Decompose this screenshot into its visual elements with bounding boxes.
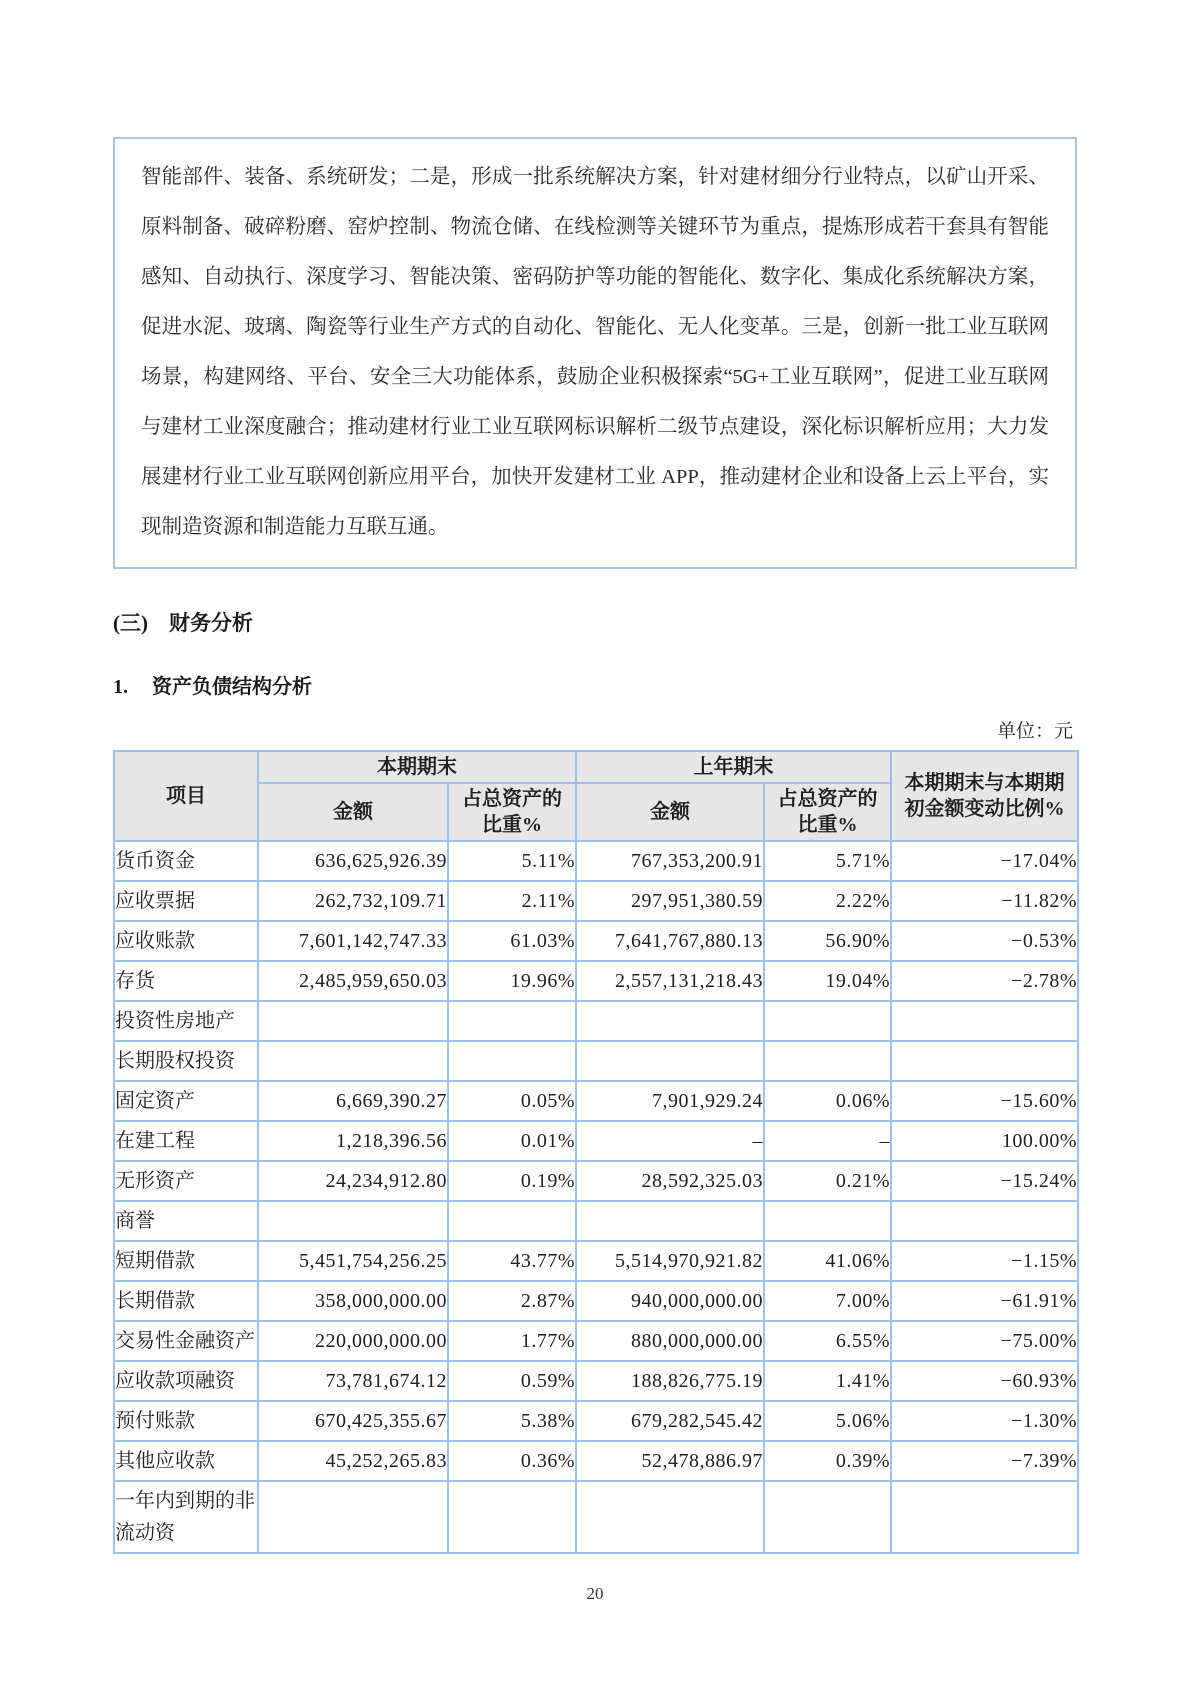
table-row: [114, 1161, 1078, 1201]
row-amount-prior-cell: 188,826,775.19: [576, 1361, 764, 1401]
table-row: [114, 1441, 1078, 1481]
row-label-cell: 长期股权投资: [114, 1041, 258, 1081]
row-pct-current-cell: [448, 1481, 576, 1553]
row-pct-prior-cell: 5.06%: [764, 1401, 891, 1441]
row-amount-current-cell: 7,601,142,747.33: [258, 921, 448, 961]
row-pct-prior-cell: 1.41%: [764, 1361, 891, 1401]
table-body: [114, 841, 1078, 1553]
row-amount-current-cell: [258, 1041, 448, 1081]
row-pct-current-cell: 0.01%: [448, 1121, 576, 1161]
row-change-cell: −0.53%: [891, 921, 1078, 961]
row-pct-current-cell: 0.59%: [448, 1361, 576, 1401]
row-amount-current-cell: 358,000,000.00: [258, 1281, 448, 1321]
row-change-cell: −1.15%: [891, 1241, 1078, 1281]
row-pct-prior-cell: 6.55%: [764, 1321, 891, 1361]
table-row: [114, 1001, 1078, 1041]
row-change-cell: 100.00%: [891, 1121, 1078, 1161]
row-amount-prior-cell: 28,592,325.03: [576, 1161, 764, 1201]
row-amount-prior-cell: [576, 1481, 764, 1553]
row-pct-current-cell: 0.36%: [448, 1441, 576, 1481]
row-label-cell: 长期借款: [114, 1281, 258, 1321]
row-pct-current-cell: 0.05%: [448, 1081, 576, 1121]
row-amount-prior-cell: [576, 1041, 764, 1081]
subsection-heading: [113, 670, 1077, 699]
table-row: [114, 841, 1078, 881]
row-label-cell: 应收账款: [114, 921, 258, 961]
row-label-cell: 其他应收款: [114, 1441, 258, 1481]
row-amount-prior-cell: 7,901,929.24: [576, 1081, 764, 1121]
row-amount-current-cell: 24,234,912.80: [258, 1161, 448, 1201]
subsection-title: 资产负债结构分析: [152, 676, 312, 698]
row-amount-prior-cell: 2,557,131,218.43: [576, 961, 764, 1001]
row-pct-current-cell: 5.38%: [448, 1401, 576, 1441]
row-pct-prior-cell: –: [764, 1121, 891, 1161]
row-change-cell: [891, 1201, 1078, 1241]
row-amount-prior-cell: –: [576, 1121, 764, 1161]
table-row: [114, 1361, 1078, 1401]
row-label-cell: 一年内到期的非流动资: [114, 1481, 258, 1553]
row-amount-current-cell: 6,669,390.27: [258, 1081, 448, 1121]
row-change-cell: −1.30%: [891, 1401, 1078, 1441]
row-label-cell: 应收票据: [114, 881, 258, 921]
row-amount-current-cell: 45,252,265.83: [258, 1441, 448, 1481]
table-row: [114, 1081, 1078, 1121]
row-change-cell: −60.93%: [891, 1361, 1078, 1401]
row-pct-current-cell: 1.77%: [448, 1321, 576, 1361]
row-change-cell: [891, 1041, 1078, 1081]
header-amount-current: 金额: [258, 783, 448, 841]
row-change-cell: −2.78%: [891, 961, 1078, 1001]
row-pct-prior-cell: [764, 1481, 891, 1553]
row-label-cell: 交易性金融资产: [114, 1321, 258, 1361]
row-amount-prior-cell: 940,000,000.00: [576, 1281, 764, 1321]
row-change-cell: −75.00%: [891, 1321, 1078, 1361]
row-label-cell: 短期借款: [114, 1241, 258, 1281]
table-row: [114, 1201, 1078, 1241]
table-row: [114, 881, 1078, 921]
row-change-cell: −11.82%: [891, 881, 1078, 921]
intro-text-box: [113, 137, 1077, 569]
row-amount-current-cell: 2,485,959,650.03: [258, 961, 448, 1001]
header-pct-current: 占总资产的比重%: [448, 783, 576, 841]
row-amount-current-cell: 73,781,674.12: [258, 1361, 448, 1401]
section-heading: [113, 607, 1077, 637]
row-amount-current-cell: [258, 1001, 448, 1041]
row-pct-prior-cell: 0.39%: [764, 1441, 891, 1481]
row-pct-prior-cell: [764, 1041, 891, 1081]
row-amount-current-cell: 670,425,355.67: [258, 1401, 448, 1441]
table-row: [114, 1321, 1078, 1361]
row-label-cell: 在建工程: [114, 1121, 258, 1161]
row-amount-prior-cell: 679,282,545.42: [576, 1401, 764, 1441]
row-label-cell: 固定资产: [114, 1081, 258, 1121]
header-change: 本期期末与本期期初金额变动比例%: [891, 751, 1078, 841]
row-label-cell: 无形资产: [114, 1161, 258, 1201]
row-change-cell: −61.91%: [891, 1281, 1078, 1321]
header-amount-prior: 金额: [576, 783, 764, 841]
row-pct-current-cell: 5.11%: [448, 841, 576, 881]
section-number: (三): [113, 611, 148, 635]
page-content: [113, 137, 1077, 1604]
row-pct-current-cell: 43.77%: [448, 1241, 576, 1281]
row-change-cell: [891, 1481, 1078, 1553]
table-row: [114, 1281, 1078, 1321]
row-pct-prior-cell: [764, 1201, 891, 1241]
table-row: [114, 1401, 1078, 1441]
row-amount-current-cell: 1,218,396.56: [258, 1121, 448, 1161]
row-pct-current-cell: 61.03%: [448, 921, 576, 961]
subsection-number: 1.: [113, 676, 128, 698]
row-label-cell: 货币资金: [114, 841, 258, 881]
unit-label: 单位：元: [996, 721, 1073, 742]
table-row: [114, 1041, 1078, 1081]
intro-paragraph: 智能部件、装备、系统研发；二是，形成一批系统解决方案，针对建材细分行业特点，以矿山开采、原料制备、破碎粉磨、窑炉控制、物流仓储、在线检测等关键环节为重点，提炼形成若干套具有智能感知、自动执行、深度学习、智能决策、密码防护等功能的智能化、数字化、集成化系统解决方案，促进水泥、玻璃、陶瓷等行业生产方式的自动化、智能化、无人化变革。三是，创新一批工业互联网场景，构建网络、平台、安全三大功能体系，鼓励企业积极探索“5G+工业互联网”，促进工业互联网与建材工业深度融合；推动建材行业工业互联网标识解析二级节点建设，深化标识解析应用；大力发展建材行业工业互联网创新应用平台，加快开发建材工业 APP，推动建材企业和设备上云上平台，实现制造资源和制造能力互联互通。: [141, 166, 1049, 538]
table-row: [114, 921, 1078, 961]
row-pct-prior-cell: 56.90%: [764, 921, 891, 961]
row-amount-prior-cell: 7,641,767,880.13: [576, 921, 764, 961]
table-row: [114, 1121, 1078, 1161]
row-pct-current-cell: 2.11%: [448, 881, 576, 921]
table-header: [114, 751, 1078, 841]
row-pct-current-cell: 19.96%: [448, 961, 576, 1001]
row-amount-prior-cell: 880,000,000.00: [576, 1321, 764, 1361]
row-change-cell: −15.60%: [891, 1081, 1078, 1121]
row-amount-prior-cell: 767,353,200.91: [576, 841, 764, 881]
table-row: [114, 1241, 1078, 1281]
row-amount-current-cell: 636,625,926.39: [258, 841, 448, 881]
row-label-cell: 应收款项融资: [114, 1361, 258, 1401]
row-pct-prior-cell: 0.21%: [764, 1161, 891, 1201]
row-label-cell: 商誉: [114, 1201, 258, 1241]
row-label-cell: 存货: [114, 961, 258, 1001]
page-number: 20: [586, 1584, 604, 1603]
table-row: [114, 961, 1078, 1001]
row-pct-current-cell: [448, 1001, 576, 1041]
row-pct-prior-cell: 7.00%: [764, 1281, 891, 1321]
row-amount-current-cell: 262,732,109.71: [258, 881, 448, 921]
row-amount-prior-cell: 5,514,970,921.82: [576, 1241, 764, 1281]
row-label-cell: 投资性房地产: [114, 1001, 258, 1041]
row-amount-current-cell: 220,000,000.00: [258, 1321, 448, 1361]
row-pct-current-cell: [448, 1201, 576, 1241]
row-amount-current-cell: 5,451,754,256.25: [258, 1241, 448, 1281]
header-item: 项目: [114, 751, 258, 841]
row-change-cell: [891, 1001, 1078, 1041]
row-pct-current-cell: [448, 1041, 576, 1081]
balance-sheet-table: [113, 750, 1079, 1554]
row-amount-prior-cell: [576, 1001, 764, 1041]
row-change-cell: −17.04%: [891, 841, 1078, 881]
header-pct-prior: 占总资产的比重%: [764, 783, 891, 841]
section-title: 财务分析: [169, 611, 253, 635]
header-current-period: 本期期末: [258, 751, 576, 783]
row-pct-prior-cell: 5.71%: [764, 841, 891, 881]
row-amount-current-cell: [258, 1481, 448, 1553]
row-change-cell: −15.24%: [891, 1161, 1078, 1201]
row-amount-prior-cell: 297,951,380.59: [576, 881, 764, 921]
row-amount-prior-cell: [576, 1201, 764, 1241]
header-prior-period: 上年期末: [576, 751, 891, 783]
row-pct-prior-cell: 19.04%: [764, 961, 891, 1001]
row-change-cell: −7.39%: [891, 1441, 1078, 1481]
row-amount-current-cell: [258, 1201, 448, 1241]
row-pct-prior-cell: 41.06%: [764, 1241, 891, 1281]
table-row: [114, 1481, 1078, 1553]
row-label-cell: 预付账款: [114, 1401, 258, 1441]
row-amount-prior-cell: 52,478,886.97: [576, 1441, 764, 1481]
row-pct-prior-cell: 2.22%: [764, 881, 891, 921]
row-pct-current-cell: 2.87%: [448, 1281, 576, 1321]
row-pct-prior-cell: [764, 1001, 891, 1041]
row-pct-prior-cell: 0.06%: [764, 1081, 891, 1121]
table-header-row-1: [114, 751, 1078, 783]
row-pct-current-cell: 0.19%: [448, 1161, 576, 1201]
